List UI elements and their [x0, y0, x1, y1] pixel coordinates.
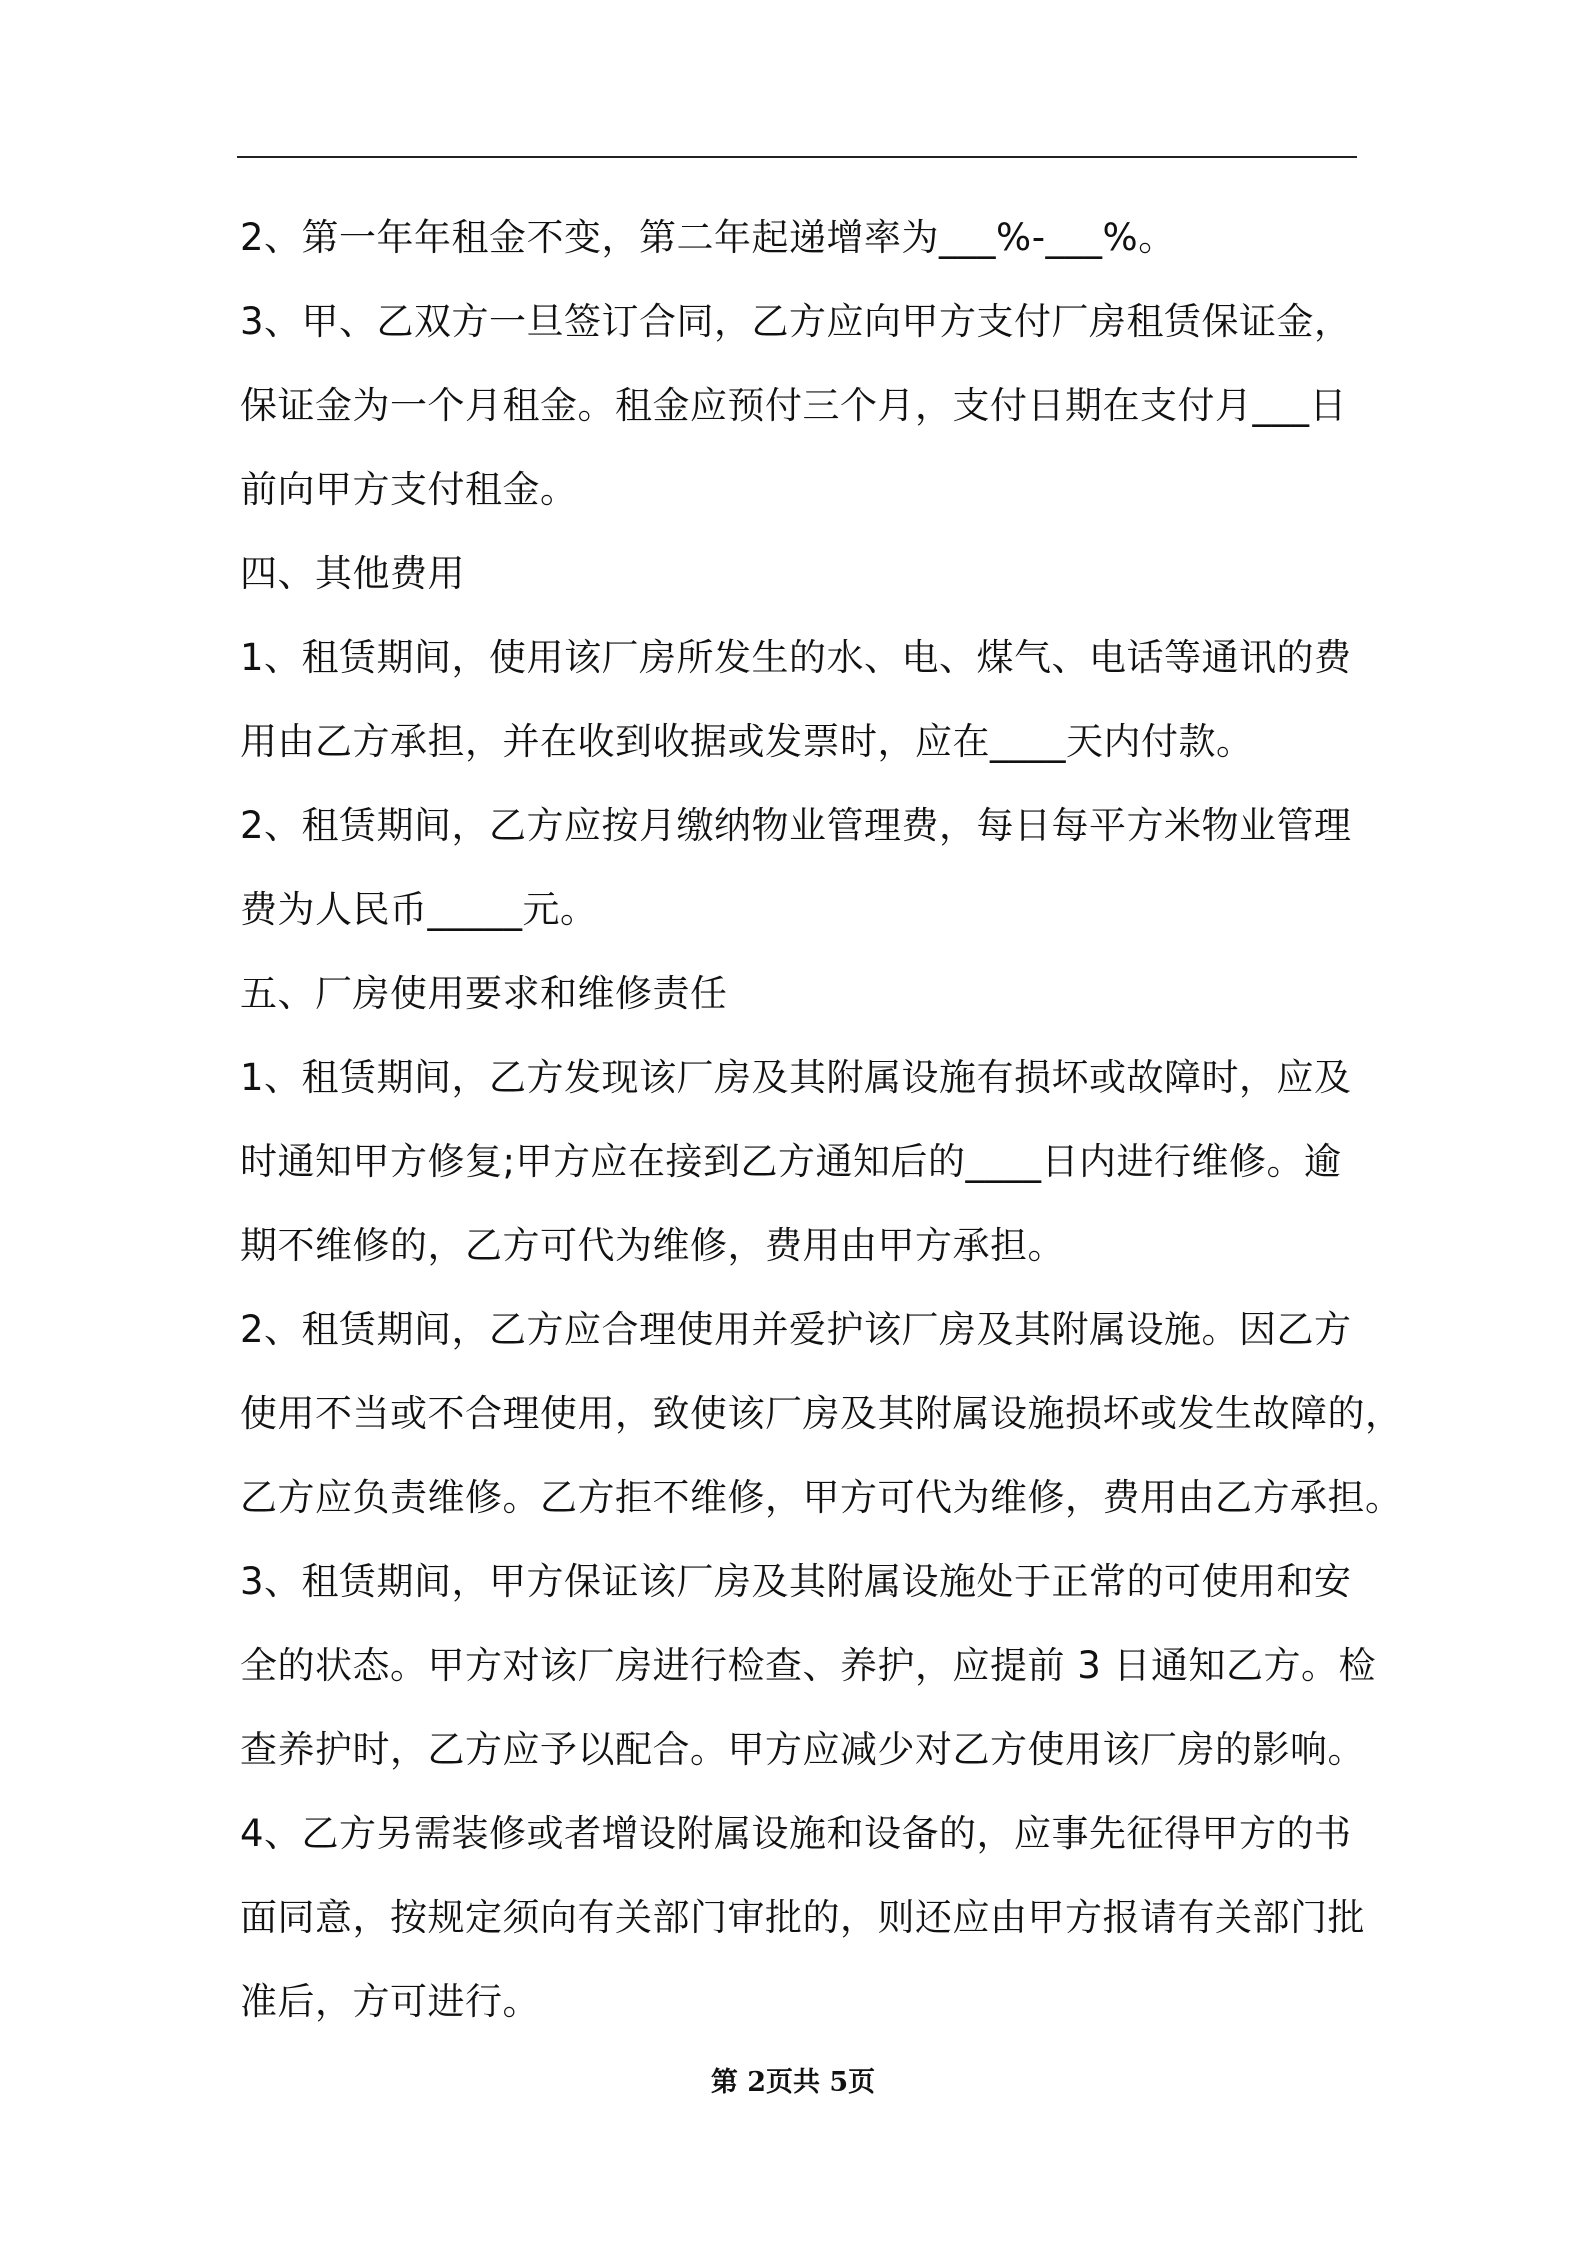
- section-heading: 五、厂房使用要求和维修责任: [240, 972, 728, 1015]
- document-body: [240, 196, 1403, 2044]
- clause-4-1-utilities: [240, 616, 1370, 784]
- text-line: 查养护时，乙方应予以配合。甲方应减少对乙方使用该厂房的影响。: [240, 1728, 1365, 1771]
- section-heading-other-fees: [240, 532, 1370, 616]
- section-heading-usage-maintenance: [240, 952, 1370, 1036]
- text-line: 使用不当或不合理使用，致使该厂房及其附属设施损坏或发生故障的，: [240, 1392, 1403, 1435]
- clause-5-3-inspection: [240, 1540, 1377, 1792]
- text-line: 费为人民币_____元。: [240, 888, 598, 931]
- header-rule: [237, 156, 1357, 158]
- clause-5-2-proper-use: [240, 1288, 1403, 1540]
- text-line: 1、租赁期间，乙方发现该厂房及其附属设施有损坏或故障时，应及: [240, 1056, 1352, 1099]
- section-heading: 四、其他费用: [240, 552, 465, 595]
- text-line: 2、第一年年租金不变，第二年起递增率为___%-___%。: [240, 216, 1176, 259]
- text-line: 3、甲、乙双方一旦签订合同，乙方应向甲方支付厂房租赁保证金，: [240, 300, 1352, 343]
- text-line: 保证金为一个月租金。租金应预付三个月，支付日期在支付月___日: [240, 384, 1347, 427]
- text-line: 1、租赁期间，使用该厂房所发生的水、电、煤气、电话等通讯的费: [240, 636, 1352, 679]
- clause-5-1-repair-notice: [240, 1036, 1370, 1288]
- text-line: 期不维修的，乙方可代为维修，费用由甲方承担。: [240, 1224, 1065, 1267]
- text-line: 3、租赁期间，甲方保证该厂房及其附属设施处于正常的可使用和安: [240, 1560, 1352, 1603]
- text-line: 前向甲方支付租金。: [240, 468, 578, 511]
- text-line: 4、乙方另需装修或者增设附属设施和设备的，应事先征得甲方的书: [240, 1812, 1352, 1855]
- text-line: 全的状态。甲方对该厂房进行检查、养护，应提前 3 日通知乙方。检: [240, 1644, 1377, 1687]
- text-line: 准后，方可进行。: [240, 1980, 540, 2023]
- page-number: 第 2页共 5页: [710, 2067, 876, 2098]
- text-line: 乙方应负责维修。乙方拒不维修，甲方可代为维修，费用由乙方承担。: [240, 1476, 1403, 1519]
- clause-3-2-rent-increase: [240, 196, 1370, 280]
- clause-3-3-deposit: [240, 280, 1370, 532]
- text-line: 时通知甲方修复;甲方应在接到乙方通知后的____日内进行维修。逾: [240, 1140, 1342, 1183]
- text-line: 用由乙方承担，并在收到收据或发票时，应在____天内付款。: [240, 720, 1254, 763]
- text-line: 2、租赁期间，乙方应合理使用并爱护该厂房及其附属设施。因乙方: [240, 1308, 1352, 1351]
- clause-5-4-renovation: [240, 1792, 1370, 2044]
- text-line: 2、租赁期间，乙方应按月缴纳物业管理费，每日每平方米物业管理: [240, 804, 1352, 847]
- text-line: 面同意，按规定须向有关部门审批的，则还应由甲方报请有关部门批: [240, 1896, 1365, 1939]
- clause-4-2-property-fee: [240, 784, 1370, 952]
